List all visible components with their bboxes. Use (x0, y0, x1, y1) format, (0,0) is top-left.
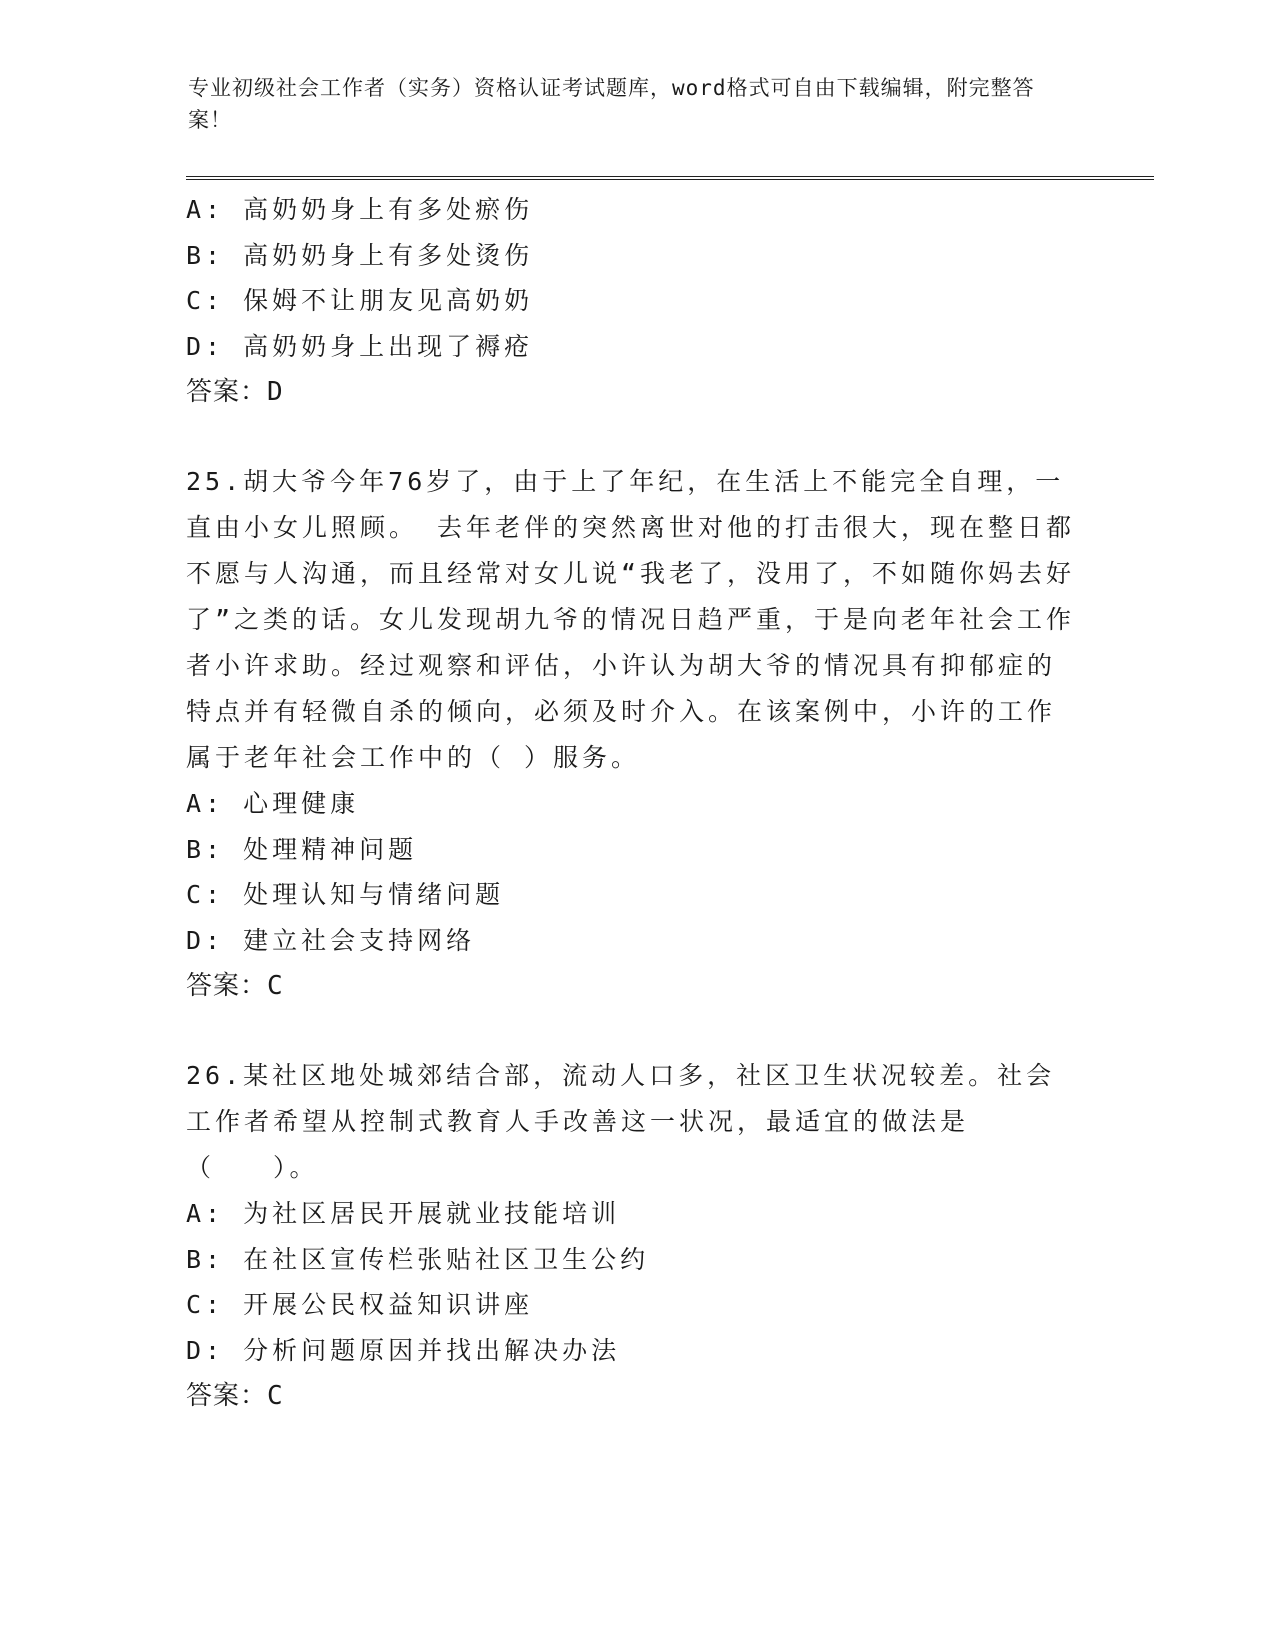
option-a: A: 为社区居民开展就业技能培训 (186, 1199, 621, 1228)
question-stem: 25.胡大爷今年76岁了，由于上了年纪，在生活上不能完全自理，一直由小女儿照顾。 去年老伴的突然离世对他的打击很大，现在整日都不愿与人沟通，而且经常对女儿说“我老了，没用了，不如随你妈去好了”之类的话。女儿发现胡九爷的情况日趋严重，于是向老年社会工作者小许求助。经过观察和评估，小许认为胡大爷的情况具有抑郁症的特点并有轻微自杀的倾向，必须及时介入。在该案例中，小许的工作属于老年社会工作中的（ ）服务。 (186, 467, 1076, 772)
page-header: 专业初级社会工作者（实务）资格认证考试题库，word格式可自由下载编辑，附完整答案！ (188, 76, 1035, 132)
option-c: C: 保姆不让朋友见高奶奶 (186, 286, 534, 315)
option-a: A: 心理健康 (186, 789, 360, 818)
answer: 答案：C (186, 971, 284, 1001)
option-a: A: 高奶奶身上有多处瘀伤 (186, 195, 534, 224)
option-c: C: 开展公民权益知识讲座 (186, 1290, 534, 1319)
option-b: B: 在社区宣传栏张贴社区卫生公约 (186, 1244, 650, 1274)
answer: 答案：C (186, 1381, 284, 1411)
question-25 (186, 459, 1076, 1009)
question-list (186, 187, 1076, 1419)
header-divider (186, 176, 1154, 180)
answer: 答案：D (186, 377, 284, 407)
option-d: D: 建立社会支持网络 (186, 925, 476, 955)
option-c: C: 处理认知与情绪问题 (186, 880, 505, 909)
option-d: D: 分析问题原因并找出解决办法 (186, 1335, 621, 1365)
option-b: B: 处理精神问题 (186, 834, 418, 864)
question-24-tail (186, 187, 1076, 415)
option-b: B: 高奶奶身上有多处烫伤 (186, 240, 534, 270)
question-26 (186, 1053, 1076, 1419)
option-d: D: 高奶奶身上出现了褥疮 (186, 331, 534, 361)
question-stem: 26.某社区地处城郊结合部，流动人口多，社区卫生状况较差。社会工作者希望从控制式教育人手改善这一状况，最适宜的做法是（ ）。 (186, 1061, 1056, 1182)
